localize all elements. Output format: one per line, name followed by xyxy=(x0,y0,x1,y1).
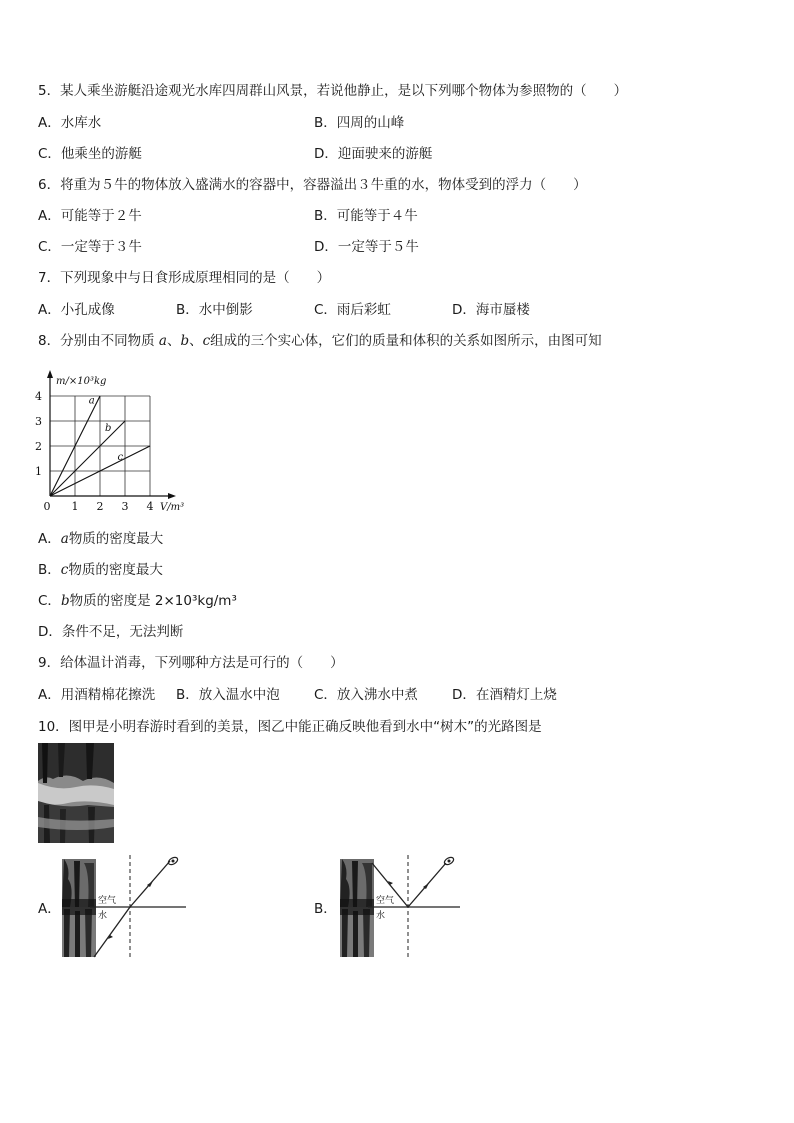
series-label-c: c xyxy=(117,451,124,463)
q9-option-c: C．放入沸水中煮 xyxy=(314,687,418,703)
q8-option-a-prefix: A． xyxy=(38,531,61,547)
q8-option-d: D．条件不足，无法判断 xyxy=(38,624,184,640)
x-axis-label: V/m³ xyxy=(160,502,185,513)
tree-image-b xyxy=(340,859,374,957)
q5-option-b: B．四周的山峰 xyxy=(314,115,405,131)
y-tick-label-2: 2 xyxy=(35,440,42,453)
q8-option-b-text: 物质的密度最大 xyxy=(68,562,163,578)
q8-var-a: a xyxy=(158,333,167,349)
y-tick-label-1: 1 xyxy=(35,465,42,478)
q10-stem: 10．图甲是小明春游时看到的美景，图乙中能正确反映他看到水中“树木”的光路图是 xyxy=(38,719,542,735)
x-axis-arrow xyxy=(168,493,176,499)
series-label-a: a xyxy=(88,395,95,407)
eye-icon-b xyxy=(443,856,455,866)
q7-stem: 7．下列现象中与日食形成原理相同的是（ ） xyxy=(38,270,331,286)
q8-sep2: 、 xyxy=(189,333,203,349)
q8-option-c-prefix: C． xyxy=(38,593,61,609)
q8-option-c-var: b xyxy=(60,593,70,609)
y-axis-label: m/×10³kg xyxy=(56,376,107,387)
q9-stem: 9．给体温计消毒，下列哪种方法是可行的（ ） xyxy=(38,655,344,671)
q9-option-b: B．放入温水中泡 xyxy=(176,687,280,703)
eye-icon-a xyxy=(167,856,179,866)
x-tick-label-4: 4 xyxy=(146,500,154,513)
y-axis-arrow xyxy=(47,370,53,378)
q10-option-a-label: A． xyxy=(38,901,61,917)
x-tick-label-0: 0 xyxy=(43,500,51,513)
q8-option-b-var: c xyxy=(60,562,69,578)
spring-scene-photo xyxy=(38,743,114,843)
q6-option-a: A．可能等于２牛 xyxy=(38,208,142,224)
q8-option-a-text: 物质的密度最大 xyxy=(68,531,164,547)
tree-image-a xyxy=(62,859,96,957)
air-label-a: 空气 xyxy=(98,896,117,906)
q10-option-a-diagram xyxy=(60,853,190,961)
series-label-b: b xyxy=(105,423,112,434)
q8-sep1: 、 xyxy=(166,333,181,349)
q8-option-c-text: 物质的密度是 2×10³kg/m³ xyxy=(69,593,237,609)
q8-option-b xyxy=(38,561,163,579)
q5-option-d: D．迎面驶来的游艇 xyxy=(314,146,433,162)
q10-option-b-label: B． xyxy=(314,901,337,917)
q6-stem: 6．将重为５牛的物体放入盛满水的容器中，容器溢出３牛重的水，物体受到的浮力（ ） xyxy=(38,177,587,193)
q8-option-a xyxy=(38,530,163,548)
q8-stem-prefix: 8．分别由不同物质 xyxy=(38,333,159,349)
y-tick-label-4: 4 xyxy=(35,390,42,403)
q8-var-b: b xyxy=(180,333,190,349)
q7-option-d: D．海市蜃楼 xyxy=(452,302,530,318)
q8-option-b-prefix: B． xyxy=(38,562,61,578)
q9-option-d: D．在酒精灯上烧 xyxy=(452,687,557,703)
q5-option-c: C．他乘坐的游艇 xyxy=(38,146,142,162)
q7-option-b: B．水中倒影 xyxy=(176,302,253,318)
water-label-a: 水 xyxy=(98,911,108,921)
q8-stem-suffix: 组成的三个实心体，它们的质量和体积的关系如图所示，由图可知 xyxy=(210,333,602,349)
q8-option-a-var: a xyxy=(60,531,69,547)
x-tick-label-2: 2 xyxy=(96,500,104,513)
water-label-b: 水 xyxy=(376,911,386,921)
q7-option-c: C．雨后彩虹 xyxy=(314,302,391,318)
q8-option-c xyxy=(38,592,237,610)
q6-option-b: B．可能等于４牛 xyxy=(314,208,418,224)
q8-var-c: c xyxy=(202,333,211,349)
x-tick-label-1: 1 xyxy=(71,500,79,513)
q5-option-a: A．水库水 xyxy=(38,115,102,131)
q6-option-d: D．一定等于５牛 xyxy=(314,239,419,255)
x-tick-label-3: 3 xyxy=(121,500,129,513)
air-label-b: 空气 xyxy=(376,896,395,906)
mass-volume-graph xyxy=(30,366,200,516)
q7-option-a: A．小孔成像 xyxy=(38,302,115,318)
q5-stem: 5．某人乘坐游艇沿途观光水库四周群山风景，若说他静止，是以下列哪个物体为参照物的（ ） xyxy=(38,83,628,99)
q10-option-b-diagram xyxy=(338,853,468,961)
q8-stem xyxy=(38,332,602,350)
series-line-b xyxy=(50,421,125,496)
y-tick-label-3: 3 xyxy=(35,415,42,428)
q9-option-a: A．用酒精棉花擦洗 xyxy=(38,687,156,703)
q6-option-c: C．一定等于３牛 xyxy=(38,239,142,255)
